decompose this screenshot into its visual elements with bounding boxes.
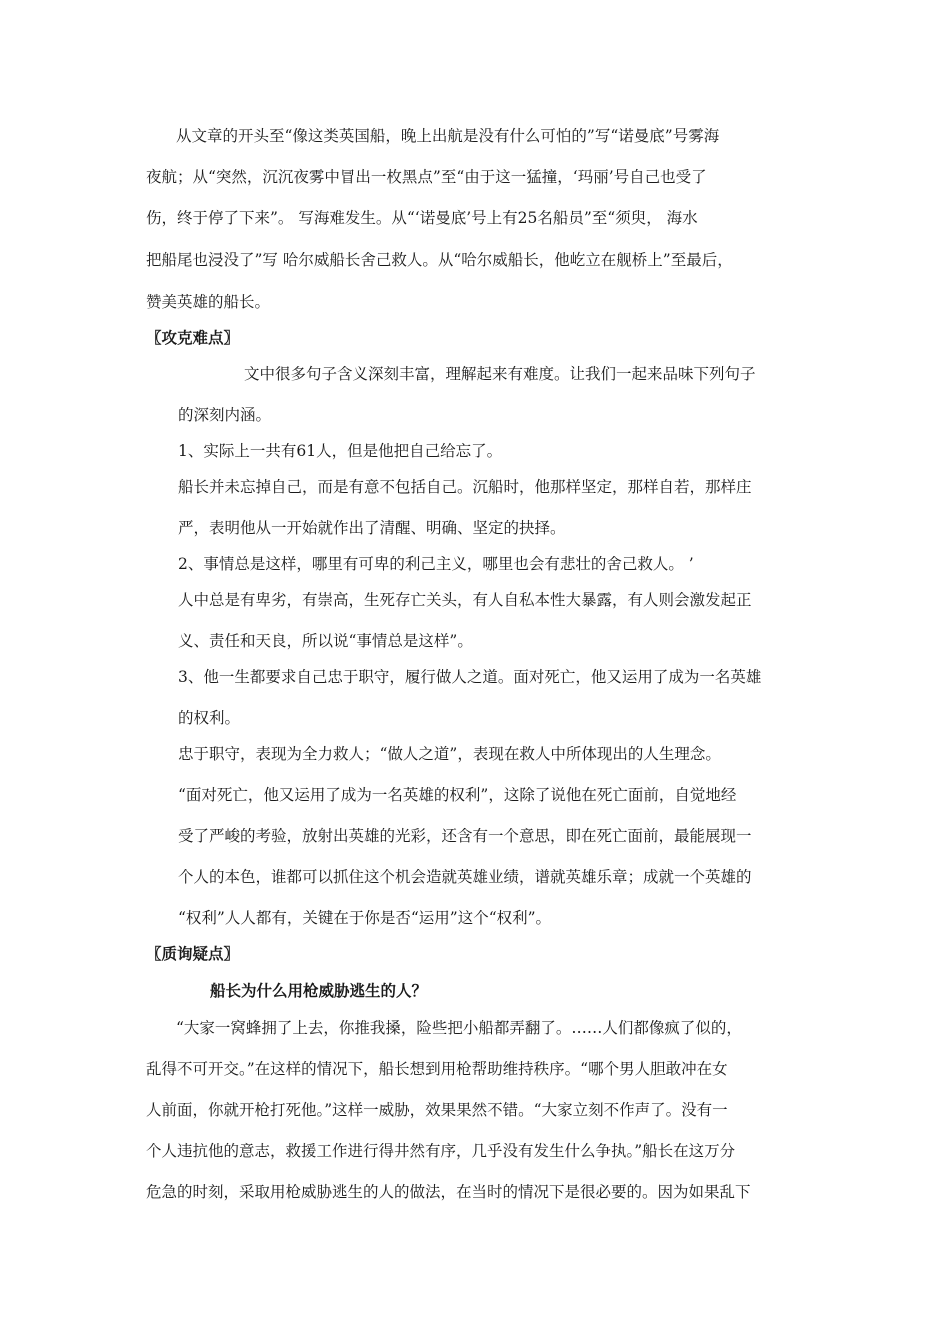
- intro-line-2: 夜航；从“突然，沉沉夜雾中冒出一枚黑点”至“由于这一猛撞，‘玛丽’号自己也受了: [146, 168, 707, 186]
- discussion-line-3: 人前面，你就开枪打死他。”这样一威胁，效果果然不错。“大家立刻不作声了。没有一: [146, 1101, 728, 1119]
- intro-line-5: 赞美英雄的船长。: [146, 293, 271, 311]
- section-heading-questions: 〖质询疑点〗: [146, 944, 240, 963]
- discussion-question: 船长为什么用枪威胁逃生的人？: [210, 981, 428, 1000]
- answer-2-line-2: 义、责任和天良，所以说“事情总是这样”。: [178, 632, 473, 650]
- discussion-line-2: 乱得不可开交。”在这样的情况下，船长想到用枪帮助维持秩序。“哪个男人胆敢冲在女: [146, 1060, 728, 1078]
- answer-3-line-1: 忠于职守，表现为全力救人；“做人之道”，表现在救人中所体现出的人生理念。: [178, 745, 721, 763]
- section1-intro-line-2: 的深刻内涵。: [178, 406, 272, 424]
- answer-1-line-2: 严，表明他从一开始就作出了清醒、明确、坚定的抉择。: [178, 519, 566, 537]
- intro-line-3: 伤，终于停了下来”。 写海难发生。从“‘诺曼底’号上有25名船员”至“须臾， 海水: [146, 209, 698, 227]
- answer-3-line-4: 个人的本色，谁都可以抓住这个机会造就英雄业绩，谱就英雄乐章；成就一个英雄的: [178, 868, 752, 886]
- section1-intro-line-1: 文中很多句子含义深刻丰富，理解起来有难度。让我们一起来品味下列句子: [244, 365, 756, 383]
- answer-1-line-1: 船长并未忘掉自己，而是有意不包括自己。沉船时，他那样坚定，那样自若，那样庄: [178, 478, 752, 496]
- discussion-line-4: 个人违抗他的意志，救援工作进行得井然有序，几乎没有发生什么争执。”船长在这万分: [146, 1142, 736, 1160]
- answer-2-line-1: 人中总是有卑劣，有崇高，生死存亡关头，有人自私本性大暴露，有人则会激发起正: [178, 591, 752, 609]
- question-2: 2、事情总是这样，哪里有可卑的利己主义，哪里也会有悲壮的舍己救人。 ’: [178, 555, 694, 573]
- section-heading-difficulties: 〖攻克难点〗: [146, 328, 240, 347]
- discussion-line-5: 危急的时刻，采取用枪威胁逃生的人的做法，在当时的情况下是很必要的。因为如果乱下: [146, 1183, 751, 1201]
- intro-line-1: 从文章的开头至“像这类英国船，晚上出航是没有什么可怕的”写“诺曼底”号雾海: [176, 127, 720, 145]
- question-1: 1、实际上一共有61人，但是他把自己给忘了。: [178, 442, 503, 460]
- answer-3-line-3: 受了严峻的考验，放射出英雄的光彩，还含有一个意思，即在死亡面前，最能展现一: [178, 827, 752, 845]
- question-3-line-2: 的权利。: [178, 709, 241, 727]
- answer-3-line-5: “权利”人人都有，关键在于你是否“运用”这个“权利”。: [178, 909, 552, 927]
- question-3-line-1: 3、他一生都要求自己忠于职守，履行做人之道。面对死亡，他又运用了成为一名英雄: [178, 668, 762, 686]
- intro-line-4: 把船尾也浸没了”写 哈尔威船长舍己救人。从“哈尔威船长，他屹立在舰桥上”至最后，: [146, 251, 733, 269]
- discussion-line-1: “大家一窝蜂拥了上去，你推我搡，险些把小船都弄翻了。……人们都像疯了似的，: [176, 1019, 742, 1037]
- answer-3-line-2: “面对死亡，他又运用了成为一名英雄的权利”，这除了说他在死亡面前，自觉地经: [178, 786, 737, 804]
